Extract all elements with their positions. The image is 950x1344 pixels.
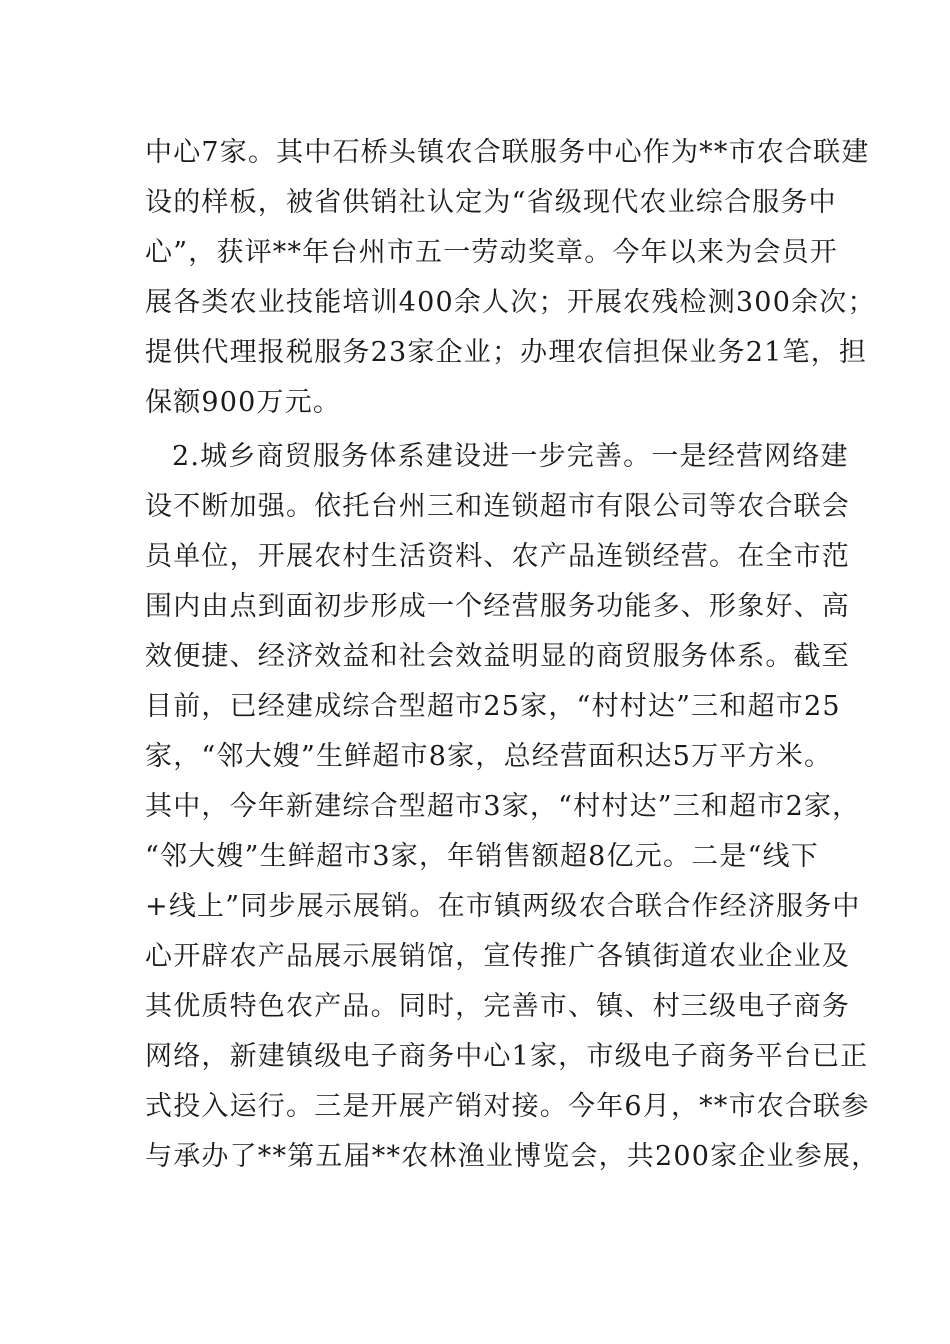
text-line: 式投入运行。三是开展产销对接。今年6月，**市农合联参	[145, 1091, 870, 1122]
text-line: 中心7家。其中石桥头镇农合联服务中心作为**市农合联建	[145, 137, 870, 168]
text-line: 设的样板，被省供销社认定为“省级现代农业综合服务中	[145, 187, 837, 218]
text-line: 其中，今年新建综合型超市3家，“村村达”三和超市2家，	[145, 791, 861, 822]
text-line: 心开辟农产品展示展销馆，宣传推广各镇街道农业企业及	[145, 941, 850, 972]
text-line: +线上”同步展示展销。在市镇两级农合联合作经济服务中	[145, 891, 861, 922]
text-line: 保额900万元。	[145, 387, 342, 418]
text-line: 围内由点到面初步形成一个经营服务功能多、形象好、高	[145, 591, 850, 622]
text-line: 其优质特色农产品。同时，完善市、镇、村三级电子商务	[145, 991, 850, 1022]
paragraph-heading-line: 2.城乡商贸服务体系建设进一步完善。一是经营网络建	[172, 441, 849, 472]
text-line: 网络，新建镇级电子商务中心1家，市级电子商务平台已正	[145, 1041, 869, 1072]
text-line: 与承办了**第五届**农林渔业博览会，共200家企业参展，	[145, 1141, 880, 1172]
text-line: 员单位，开展农村生活资料、农产品连锁经营。在全市范	[145, 541, 850, 572]
text-line: 目前，已经建成综合型超市25家，“村村达”三和超市25	[145, 691, 841, 722]
text-line: 提供代理报税服务23家企业；办理农信担保业务21笔，担	[145, 337, 868, 368]
text-line: 效便捷、经济效益和社会效益明显的商贸服务体系。截至	[145, 641, 850, 672]
text-line: 展各类农业技能培训400余人次；开展农残检测300余次；	[145, 287, 876, 318]
text-line: 设不断加强。依托台州三和连锁超市有限公司等农合联会	[145, 491, 850, 522]
text-line: 家，“邻大嫂”生鲜超市8家，总经营面积达5万平方米。	[145, 741, 833, 772]
text-line: “邻大嫂”生鲜超市3家，年销售额超8亿元。二是“线下	[145, 841, 819, 872]
text-line: 心”，获评**年台州市五一劳动奖章。今年以来为会员开	[145, 237, 839, 268]
